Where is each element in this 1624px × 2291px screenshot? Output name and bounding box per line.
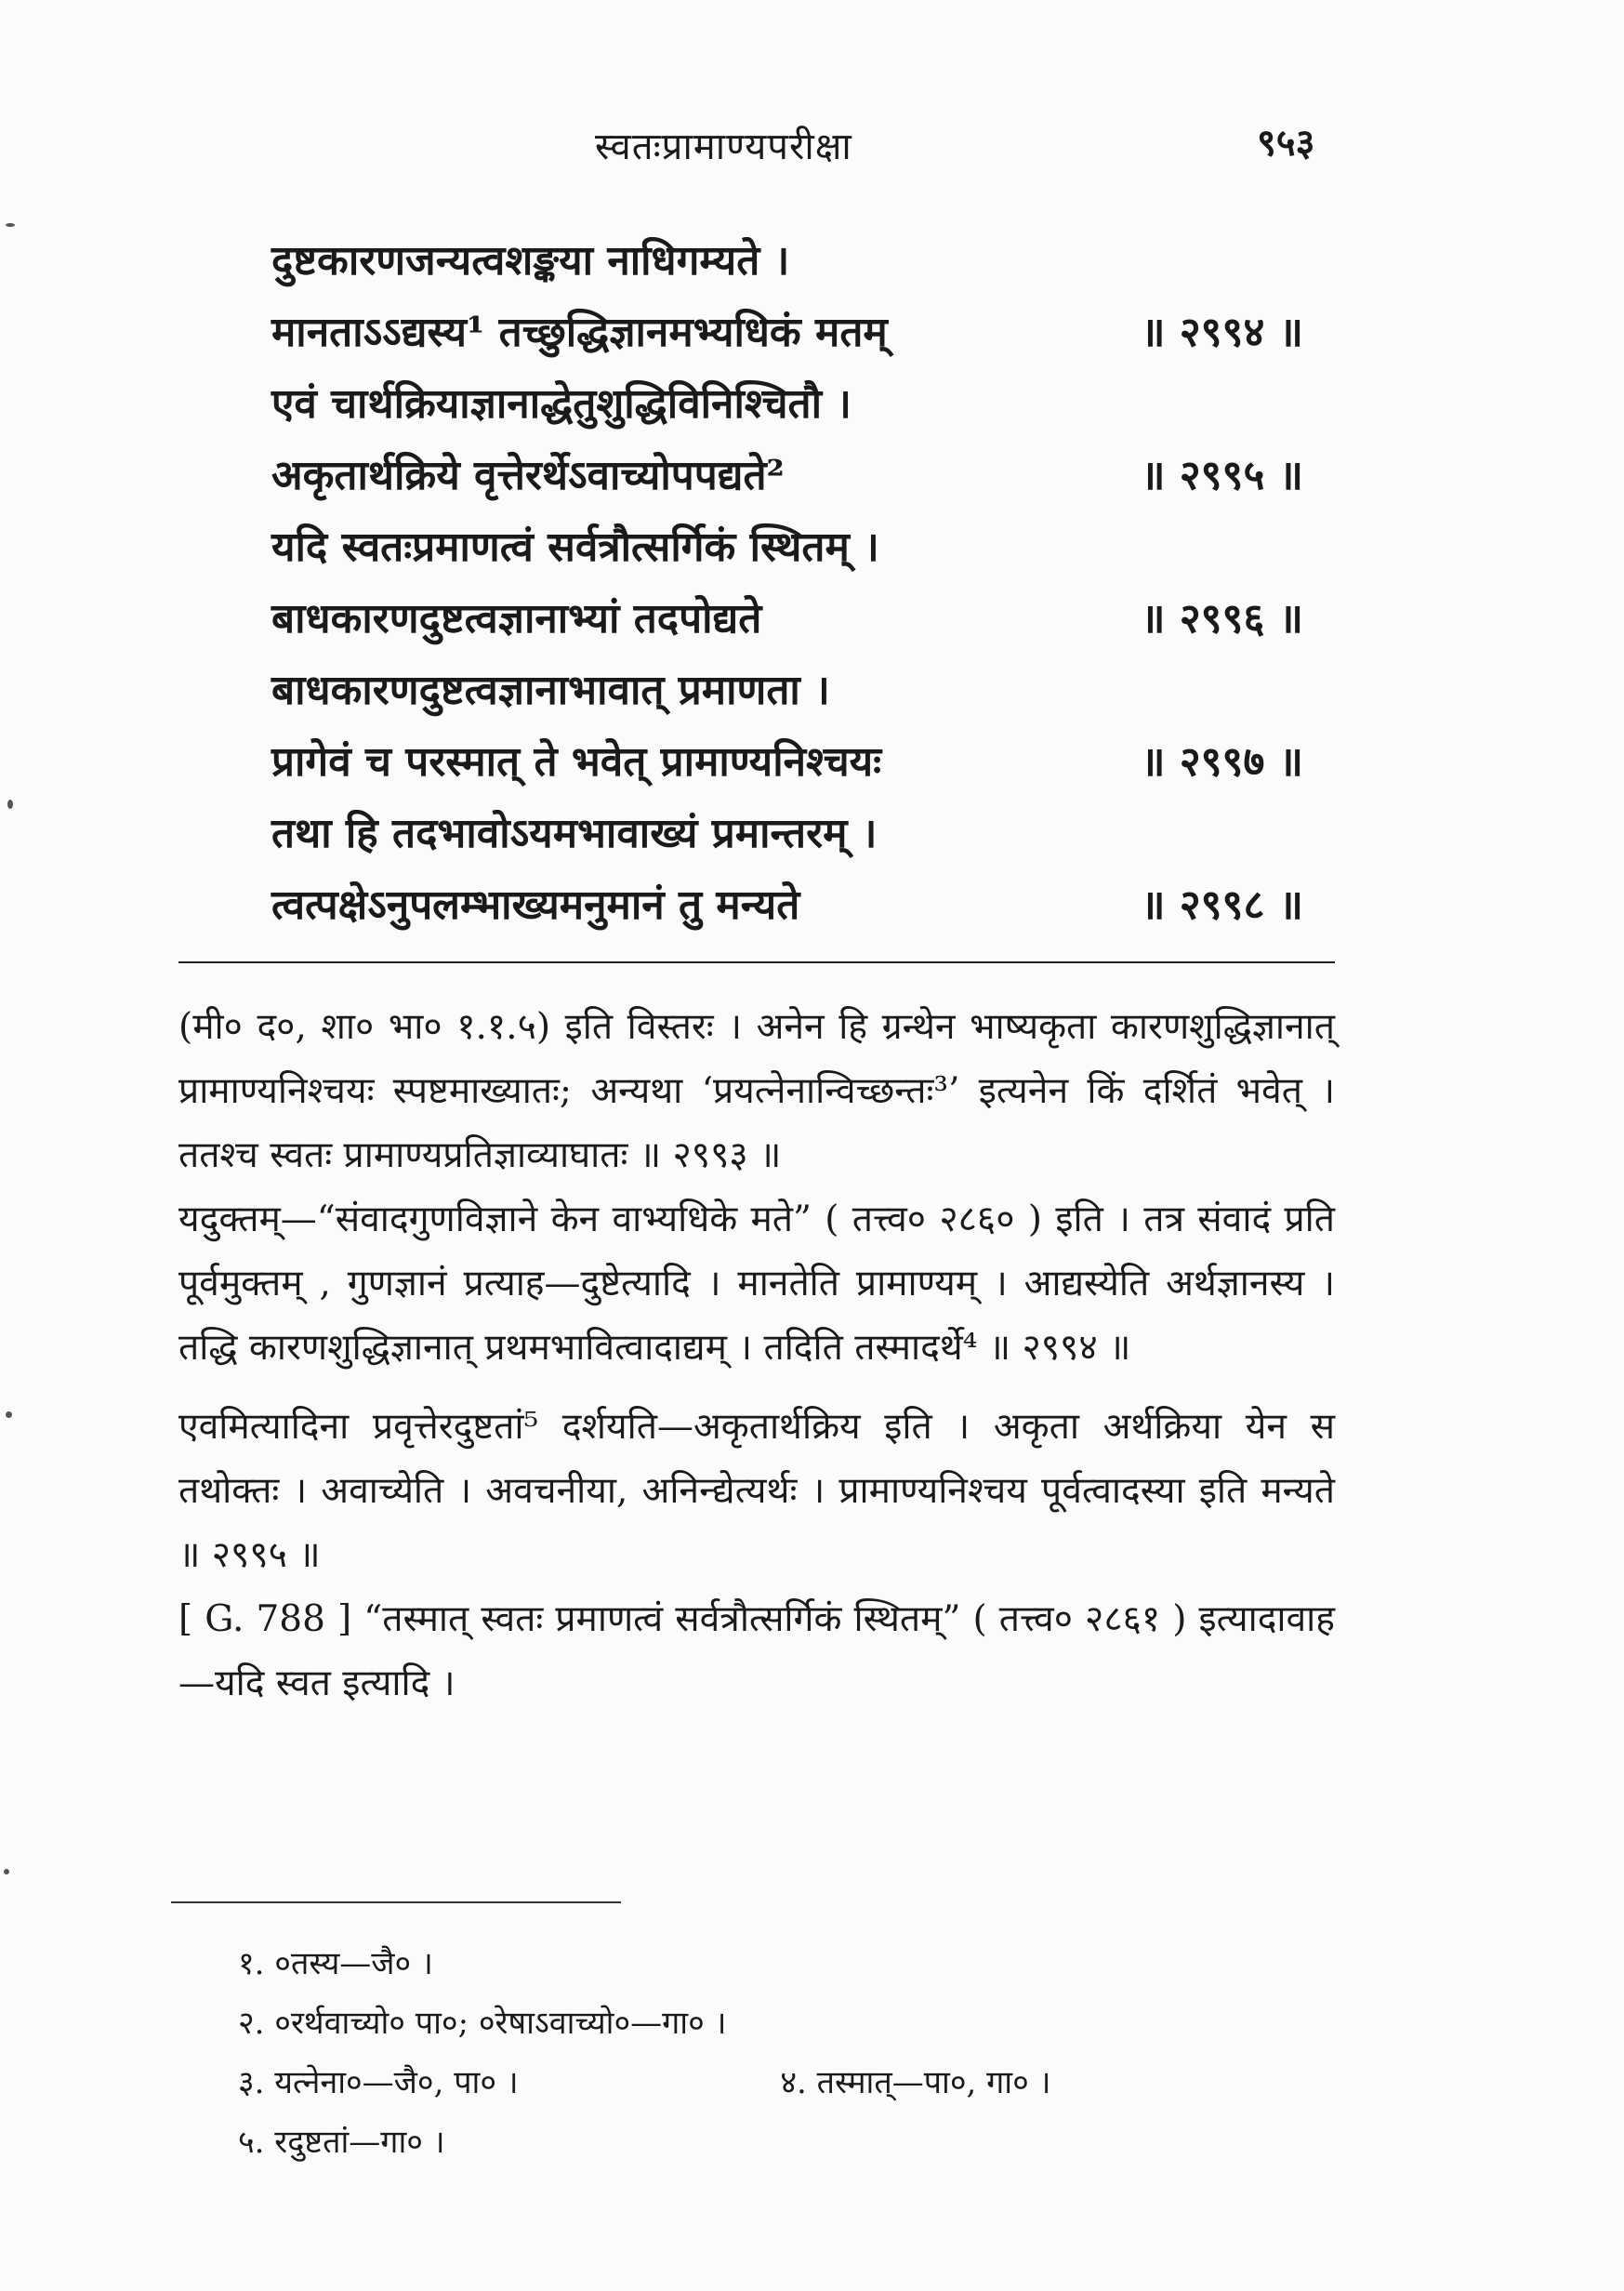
verse-line (271, 581, 1313, 653)
scan-speck (6, 1411, 12, 1418)
verse-text: बाधकारणदुष्टत्वज्ञानाभ्यां तदपोद्यते (271, 595, 762, 642)
verse-text: दुष्टकारणजन्यत्वशङ्कया नाधिगम्यते । (271, 237, 790, 285)
footnote (238, 2053, 1168, 2112)
verse-line (271, 366, 1313, 438)
running-title: स्वतःप्रामाण्यपरीक्षा (595, 126, 852, 168)
verse-number: ॥ २९९८ ॥ (1141, 881, 1303, 929)
commentary-paragraph: (मी० द०, शा० भा० १.१.५) इति विस्तरः । अनेन हि ग्रन्थेन भाष्यकृता कारणशुद्धिज्ञानात् प्रामाण्यनिश्चयः स्पष्टमाख्यातः; अन्यथा ‘प्रयत्नेनान्विच्छन्तः³’ इत्यनेन किं दर्शितं भवेत् । ततश्च स्वतः प्रामाण्यप्रतिज्ञाव्याघातः ॥ २९९३ ॥ (178, 1006, 1335, 1176)
verse-line (271, 223, 1313, 295)
commentary-block (178, 995, 1335, 1715)
verse-text: यदि स्वतःप्रमाणत्वं सर्वत्रौत्सर्गिकं स्थितम् । (271, 523, 879, 571)
footnote (238, 1934, 1168, 1993)
page-number: ९५३ (1257, 121, 1315, 165)
commentary-paragraph: यदुक्तम्—“संवादगुणविज्ञाने केन वाभ्यधिके मते” ( तत्त्व० २८६० ) इति । तत्र संवादं प्रति पूर्वमुक्तम् , गुणज्ञानं प्रत्याह—दुष्टेत्यादि । मानतेति प्रामाण्यम् । आद्यस्येति अर्थज्ञानस्य । तद्धि कारणशुद्धिज्ञानात् प्रथमभावित्वादाद्यम् । तदिति तस्मादर्थे⁴ ॥ २९९४ ॥ (178, 1198, 1335, 1369)
scan-speck (6, 223, 15, 227)
commentary-paragraph: [ G. 788 ] “तस्मात् स्वतः प्रमाणत्वं सर्वत्रौत्सर्गिकं स्थितम्” ( तत्त्व० २८६१ ) इत्यादावाह—यदि स्वत इत्यादि । (178, 1598, 1335, 1704)
footnote-text: १. ०तस्य—जै० । (238, 1945, 433, 1982)
verse-text: अकृतार्थक्रिये वृत्तेरर्थेऽवाच्योपपद्यते² (271, 452, 785, 499)
footnote-text: ४. तस्मात्—पा०, गा० । (780, 2064, 1051, 2101)
verse-text: मानताऽऽद्यस्य¹ तच्छुद्धिज्ञानमभ्यधिकं मतम् (271, 309, 888, 356)
verse-line (271, 867, 1313, 939)
footnote (238, 1993, 1168, 2053)
verse-line (271, 796, 1313, 867)
footnotes (238, 1934, 1168, 2172)
verse-line (271, 295, 1313, 366)
verse-text: एवं चार्थक्रियाज्ञानाद्धेतुशुद्धिविनिश्चितौ । (271, 380, 852, 428)
verse-text: प्रागेवं च परस्मात् ते भवेत् प्रामाण्यनिश्चयः (271, 738, 882, 786)
verse-line (271, 438, 1313, 510)
footnote-text: ३. यत्नेना०—जै०, पा० । (238, 2064, 519, 2101)
commentary-paragraph: एवमित्यादिना प्रवृत्तेरदुष्टतां⁵ दर्शयति—अकृतार्थक्रिय इति । अकृता अर्थक्रिया येन स तथोक्तः । अवाच्येति । अवचनीया, अनिन्द्येत्यर्थः । प्रामाण्यनिश्चय पूर्वत्वादस्या इति मन्यते ॥ २९९५ ॥ (178, 1406, 1335, 1576)
scan-speck (4, 1869, 9, 1874)
verse-line (271, 724, 1313, 796)
footnote (238, 2112, 1168, 2172)
verse-text: बाधकारणदुष्टत्वज्ञानाभावात् प्रमाणता । (271, 667, 830, 714)
verse-number: ॥ २९९४ ॥ (1141, 309, 1303, 356)
verse-number: ॥ २९९७ ॥ (1141, 738, 1303, 786)
verse-line (271, 653, 1313, 724)
verse-line (271, 510, 1313, 581)
footnote-text: २. ०रर्थवाच्यो० पा०; ०रेषाऽवाच्यो०—गा० । (238, 2005, 727, 2042)
verse-text: त्वत्पक्षेऽनुपलम्भाख्यमनुमानं तु मन्यते (271, 881, 800, 929)
footnote-divider (171, 1901, 621, 1903)
verse-number: ॥ २९९६ ॥ (1141, 595, 1303, 642)
verse-number: ॥ २९९५ ॥ (1141, 452, 1303, 499)
section-divider (178, 961, 1335, 963)
footnote-text: ५. रदुष्टतां—गा० । (238, 2124, 445, 2161)
scan-speck (7, 800, 13, 809)
verse-block (271, 223, 1313, 939)
verse-text: तथा हि तदभावोऽयमभावाख्यं प्रमान्तरम् । (271, 810, 878, 857)
